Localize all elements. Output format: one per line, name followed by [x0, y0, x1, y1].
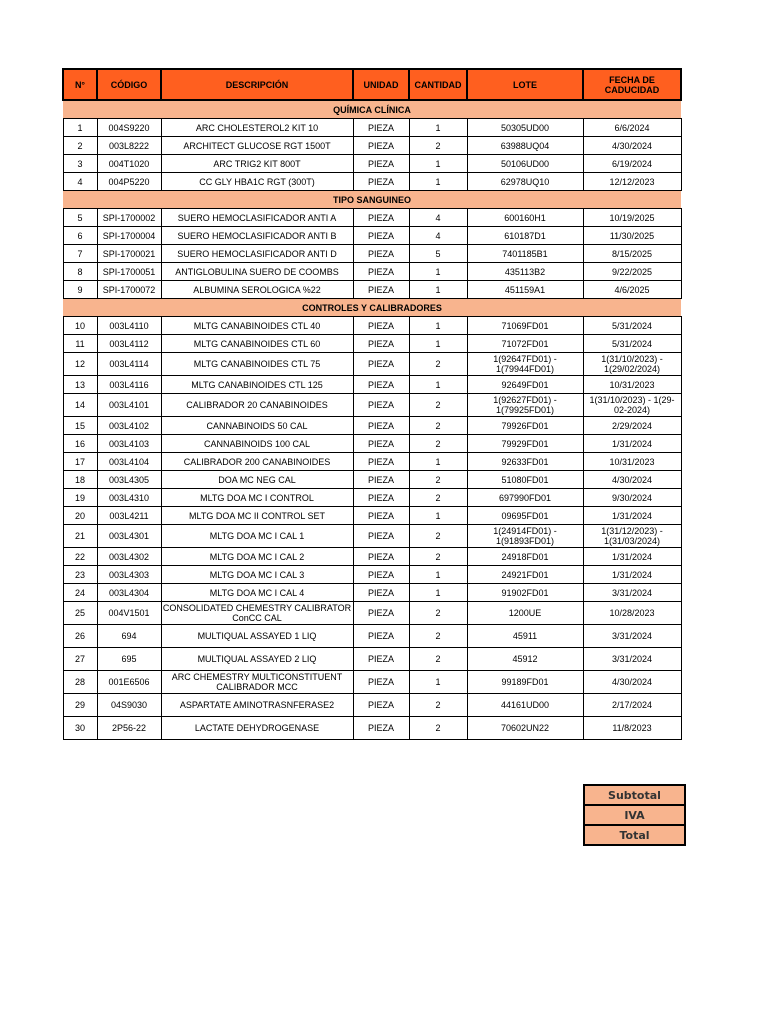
- cell-descripcion: ARC TRIG2 KIT 800T: [161, 155, 353, 173]
- cell-codigo: 003L4304: [97, 584, 161, 602]
- cell-fecha: 10/28/2023: [583, 602, 681, 625]
- cell-unidad: PIEZA: [353, 137, 409, 155]
- cell-unidad: PIEZA: [353, 119, 409, 137]
- cell-lote: 451159A1: [467, 281, 583, 299]
- table-row: [63, 584, 681, 602]
- cell-no: 29: [63, 694, 97, 717]
- cell-no: 23: [63, 566, 97, 584]
- cell-lote: 70602UN22: [467, 717, 583, 740]
- cell-fecha: 2/29/2024: [583, 417, 681, 435]
- cell-lote: 79929FD01: [467, 435, 583, 453]
- cell-descripcion: MLTG DOA MC I CONTROL: [161, 489, 353, 507]
- cell-codigo: 04S9030: [97, 694, 161, 717]
- cell-cantidad: 2: [409, 353, 467, 376]
- cell-fecha: 6/6/2024: [583, 119, 681, 137]
- cell-lote: 51080FD01: [467, 471, 583, 489]
- cell-cantidad: 1: [409, 671, 467, 694]
- cell-lote: 63988UQ04: [467, 137, 583, 155]
- cell-unidad: PIEZA: [353, 435, 409, 453]
- cell-unidad: PIEZA: [353, 394, 409, 417]
- cell-unidad: PIEZA: [353, 227, 409, 245]
- cell-codigo: 2P56-22: [97, 717, 161, 740]
- cell-lote: 44161UD00: [467, 694, 583, 717]
- cell-codigo: SPI-1700072: [97, 281, 161, 299]
- cell-codigo: 003L4103: [97, 435, 161, 453]
- cell-unidad: PIEZA: [353, 625, 409, 648]
- table-row: [63, 525, 681, 548]
- cell-unidad: PIEZA: [353, 694, 409, 717]
- cell-lote: 1200UE: [467, 602, 583, 625]
- cell-no: 28: [63, 671, 97, 694]
- cell-no: 17: [63, 453, 97, 471]
- table-row: [63, 625, 681, 648]
- cell-descripcion: MLTG CANABINOIDES CTL 60: [161, 335, 353, 353]
- table-row: [63, 119, 681, 137]
- cell-unidad: PIEZA: [353, 525, 409, 548]
- cell-codigo: SPI-1700002: [97, 209, 161, 227]
- cell-cantidad: 2: [409, 694, 467, 717]
- cell-descripcion: MLTG DOA MC I CAL 4: [161, 584, 353, 602]
- cell-unidad: PIEZA: [353, 335, 409, 353]
- cell-fecha: 1(31/10/2023) - 1(29-02-2024): [583, 394, 681, 417]
- cell-fecha: 4/6/2025: [583, 281, 681, 299]
- cell-cantidad: 2: [409, 648, 467, 671]
- table-row: [63, 435, 681, 453]
- cell-cantidad: 1: [409, 173, 467, 191]
- cell-unidad: PIEZA: [353, 566, 409, 584]
- cell-descripcion: LACTATE DEHYDROGENASE: [161, 717, 353, 740]
- cell-descripcion: MLTG DOA MC I CAL 1: [161, 525, 353, 548]
- cell-fecha: 11/8/2023: [583, 717, 681, 740]
- cell-lote: 62978UQ10: [467, 173, 583, 191]
- cell-cantidad: 1: [409, 507, 467, 525]
- cell-no: 3: [63, 155, 97, 173]
- cell-no: 8: [63, 263, 97, 281]
- cell-cantidad: 2: [409, 417, 467, 435]
- cell-descripcion: CONSOLIDATED CHEMESTRY CALIBRATOR ConCC CAL: [162, 603, 352, 623]
- cell-cantidad: 5: [409, 245, 467, 263]
- cell-descripcion: ARC CHEMESTRY MULTICONSTITUENT CALIBRADOR MCC: [161, 671, 353, 694]
- cell-descripcion: MLTG DOA MC II CONTROL SET: [161, 507, 353, 525]
- cell-codigo: 004V1501: [97, 602, 161, 625]
- cell-no: 2: [63, 137, 97, 155]
- cell-unidad: PIEZA: [353, 417, 409, 435]
- cell-cantidad: 2: [409, 548, 467, 566]
- cell-unidad: PIEZA: [353, 317, 409, 335]
- cell-cantidad: 2: [409, 489, 467, 507]
- cell-descripcion: CALIBRADOR 20 CANABINOIDES: [161, 394, 353, 417]
- cell-lote: 24921FD01: [467, 566, 583, 584]
- table-row: [63, 173, 681, 191]
- cell-cantidad: 2: [409, 137, 467, 155]
- cell-lote: 45911: [467, 625, 583, 648]
- table-row: [63, 694, 681, 717]
- cell-codigo: 003L4104: [97, 453, 161, 471]
- cell-codigo: 003L4211: [97, 507, 161, 525]
- cell-lote: 1(24914FD01) - 1(91893FD01): [467, 525, 583, 548]
- cell-fecha: 1/31/2024: [583, 566, 681, 584]
- cell-unidad: PIEZA: [353, 489, 409, 507]
- cell-codigo: 003L4102: [97, 417, 161, 435]
- cell-cantidad: 1: [409, 584, 467, 602]
- table-row: [63, 566, 681, 584]
- cell-lote: 1(92627FD01) - 1(79925FD01): [467, 394, 583, 417]
- cell-fecha: 1/31/2024: [583, 435, 681, 453]
- cell-fecha: 1/31/2024: [583, 548, 681, 566]
- cell-descripcion: CANNABINOIDS 100 CAL: [161, 435, 353, 453]
- section-row: [63, 299, 681, 317]
- cell-no: 5: [63, 209, 97, 227]
- cell-codigo: 003L4302: [97, 548, 161, 566]
- cell-cantidad: 4: [409, 227, 467, 245]
- header-cantidad: CANTIDAD: [409, 69, 467, 100]
- cell-unidad: PIEZA: [353, 507, 409, 525]
- cell-no: 20: [63, 507, 97, 525]
- cell-cantidad: 2: [409, 625, 467, 648]
- cell-descripcion: MLTG CANABINOIDES CTL 75: [161, 353, 353, 376]
- table-row: [63, 335, 681, 353]
- cell-no: 14: [63, 394, 97, 417]
- header-unidad: UNIDAD: [353, 69, 409, 100]
- cell-no: 13: [63, 376, 97, 394]
- cell-codigo: 003L4305: [97, 471, 161, 489]
- header-row: [63, 69, 681, 100]
- cell-descripcion: SUERO HEMOCLASIFICADOR ANTI A: [161, 209, 353, 227]
- cell-fecha: 1/31/2024: [583, 507, 681, 525]
- cell-descripcion: CANNABINOIDS 50 CAL: [161, 417, 353, 435]
- cell-descripcion: MLTG DOA MC I CAL 2: [161, 548, 353, 566]
- cell-lote: 435113B2: [467, 263, 583, 281]
- cell-no: 25: [63, 602, 97, 625]
- cell-unidad: PIEZA: [353, 471, 409, 489]
- cell-fecha: 1(31/10/2023) - 1(29/02/2024): [583, 353, 681, 376]
- cell-fecha: 12/12/2023: [583, 173, 681, 191]
- cell-cantidad: 1: [409, 119, 467, 137]
- table-row: [63, 155, 681, 173]
- table-row: [63, 648, 681, 671]
- cell-codigo: 001E6506: [97, 671, 161, 694]
- cell-fecha: 3/31/2024: [583, 625, 681, 648]
- cell-lote: 697990FD01: [467, 489, 583, 507]
- cell-cantidad: 1: [409, 155, 467, 173]
- cell-codigo: 003L4116: [97, 376, 161, 394]
- cell-descripcion: DOA MC NEG CAL: [161, 471, 353, 489]
- cell-no: 12: [63, 353, 97, 376]
- cell-lote: 600160H1: [467, 209, 583, 227]
- cell-cantidad: 1: [409, 453, 467, 471]
- table-row: [63, 394, 681, 417]
- cell-unidad: PIEZA: [353, 281, 409, 299]
- table-row: [63, 671, 681, 694]
- cell-no: 15: [63, 417, 97, 435]
- cell-fecha: 3/31/2024: [583, 648, 681, 671]
- cell-cantidad: 1: [409, 263, 467, 281]
- cell-lote: 79926FD01: [467, 417, 583, 435]
- cell-unidad: PIEZA: [353, 376, 409, 394]
- cell-codigo: 695: [97, 648, 161, 671]
- table-row: [63, 717, 681, 740]
- cell-cantidad: 4: [409, 209, 467, 227]
- cell-no: 9: [63, 281, 97, 299]
- cell-descripcion: ALBUMINA SEROLOGICA %22: [161, 281, 353, 299]
- cell-fecha: 10/31/2023: [583, 376, 681, 394]
- cell-descripcion: MLTG DOA MC I CAL 3: [161, 566, 353, 584]
- header-fecha: FECHA DE CADUCIDAD: [583, 69, 681, 100]
- cell-fecha: 10/31/2023: [583, 453, 681, 471]
- cell-fecha: 5/31/2024: [583, 317, 681, 335]
- cell-fecha: 8/15/2025: [583, 245, 681, 263]
- cell-descripcion: SUERO HEMOCLASIFICADOR ANTI D: [161, 245, 353, 263]
- header-no: N°: [63, 69, 97, 100]
- cell-codigo: SPI-1700021: [97, 245, 161, 263]
- cell-unidad: PIEZA: [353, 353, 409, 376]
- cell-codigo: 003L4310: [97, 489, 161, 507]
- cell-cantidad: 1: [409, 317, 467, 335]
- cell-codigo: 694: [97, 625, 161, 648]
- cell-fecha: 9/30/2024: [583, 489, 681, 507]
- cell-fecha: 5/31/2024: [583, 335, 681, 353]
- cell-unidad: PIEZA: [353, 209, 409, 227]
- table-row: [63, 263, 681, 281]
- cell-codigo: SPI-1700051: [97, 263, 161, 281]
- table-row: [63, 376, 681, 394]
- cell-descripcion: MLTG CANABINOIDES CTL 40: [161, 317, 353, 335]
- cell-codigo: 003L8222: [97, 137, 161, 155]
- cell-fecha: 3/31/2024: [583, 584, 681, 602]
- cell-unidad: PIEZA: [353, 263, 409, 281]
- cell-lote: 50106UD00: [467, 155, 583, 173]
- cell-cantidad: 1: [409, 566, 467, 584]
- cell-codigo: 003L4303: [97, 566, 161, 584]
- header-codigo: CÓDIGO: [97, 69, 161, 100]
- cell-unidad: PIEZA: [353, 648, 409, 671]
- cell-unidad: PIEZA: [353, 584, 409, 602]
- header-lote: LOTE: [467, 69, 583, 100]
- table-row: [63, 602, 681, 625]
- cell-cantidad: 2: [409, 471, 467, 489]
- cell-lote: 24918FD01: [467, 548, 583, 566]
- cell-no: 16: [63, 435, 97, 453]
- table-row: [63, 353, 681, 376]
- cell-no: 24: [63, 584, 97, 602]
- cell-fecha: 11/30/2025: [583, 227, 681, 245]
- cell-unidad: PIEZA: [353, 602, 409, 625]
- table-row: [63, 227, 681, 245]
- iva-label: IVA: [584, 805, 685, 825]
- cell-no: 4: [63, 173, 97, 191]
- cell-unidad: PIEZA: [353, 245, 409, 263]
- cell-no: 27: [63, 648, 97, 671]
- table-row: [63, 548, 681, 566]
- cell-codigo: 004P5220: [97, 173, 161, 191]
- cell-cantidad: 2: [409, 602, 467, 625]
- section-title: CONTROLES Y CALIBRADORES: [63, 299, 681, 317]
- cell-no: 19: [63, 489, 97, 507]
- cell-descripcion: SUERO HEMOCLASIFICADOR ANTI B: [161, 227, 353, 245]
- cell-lote: 1(92647FD01) - 1(79944FD01): [467, 353, 583, 376]
- cell-codigo: 003L4101: [97, 394, 161, 417]
- cell-no: 26: [63, 625, 97, 648]
- cell-fecha: 2/17/2024: [583, 694, 681, 717]
- cell-unidad: PIEZA: [353, 453, 409, 471]
- cell-no: 18: [63, 471, 97, 489]
- cell-descripcion: ASPARTATE AMINOTRASNFERASE2: [161, 694, 353, 717]
- table-row: [63, 471, 681, 489]
- cell-cantidad: 1: [409, 281, 467, 299]
- cell-lote: 45912: [467, 648, 583, 671]
- cell-lote: 92649FD01: [467, 376, 583, 394]
- cell-cantidad: 1: [409, 335, 467, 353]
- cell-lote: 71069FD01: [467, 317, 583, 335]
- cell-unidad: PIEZA: [353, 717, 409, 740]
- cell-codigo: 003L4112: [97, 335, 161, 353]
- cell-codigo: 003L4114: [97, 353, 161, 376]
- table-row: [63, 453, 681, 471]
- cell-descripcion: ARC CHOLESTEROL2 KIT 10: [161, 119, 353, 137]
- cell-unidad: PIEZA: [353, 173, 409, 191]
- cell-codigo: SPI-1700004: [97, 227, 161, 245]
- cell-no: 22: [63, 548, 97, 566]
- cell-no: 1: [63, 119, 97, 137]
- table-row: [63, 317, 681, 335]
- table-row: [63, 417, 681, 435]
- table-row: [63, 489, 681, 507]
- cell-descripcion: MULTIQUAL ASSAYED 2 LIQ: [161, 648, 353, 671]
- cell-fecha: 1(31/12/2023) - 1(31/03/2024): [583, 525, 681, 548]
- cell-cantidad: 2: [409, 435, 467, 453]
- section-row: [63, 191, 681, 209]
- cell-no: 7: [63, 245, 97, 263]
- cell-codigo: 003L4110: [97, 317, 161, 335]
- cell-cantidad: 1: [409, 376, 467, 394]
- cell-unidad: PIEZA: [353, 548, 409, 566]
- cell-descripcion: CALIBRADOR 200 CANABINOIDES: [161, 453, 353, 471]
- inventory-table: [62, 68, 682, 740]
- cell-descripcion: MULTIQUAL ASSAYED 1 LIQ: [161, 625, 353, 648]
- cell-lote: 7401185B1: [467, 245, 583, 263]
- cell-descripcion: ARCHITECT GLUCOSE RGT 1500T: [161, 137, 353, 155]
- table-row: [63, 209, 681, 227]
- cell-lote: 92633FD01: [467, 453, 583, 471]
- cell-lote: 610187D1: [467, 227, 583, 245]
- section-row: [63, 100, 681, 119]
- cell-codigo: 003L4301: [97, 525, 161, 548]
- cell-fecha: 4/30/2024: [583, 471, 681, 489]
- totals-block: [583, 784, 686, 846]
- table-row: [63, 137, 681, 155]
- cell-lote: 99189FD01: [467, 671, 583, 694]
- table-row: [63, 245, 681, 263]
- cell-lote: 50305UD00: [467, 119, 583, 137]
- cell-fecha: 9/22/2025: [583, 263, 681, 281]
- cell-lote: 91902FD01: [467, 584, 583, 602]
- section-title: QUÍMICA CLÍNICA: [63, 100, 681, 119]
- cell-no: 11: [63, 335, 97, 353]
- cell-descripcion: ANTIGLOBULINA SUERO DE COOMBS: [161, 263, 353, 281]
- table-row: [63, 281, 681, 299]
- total-label: Total: [584, 825, 685, 845]
- cell-codigo: 004S9220: [97, 119, 161, 137]
- cell-fecha: 4/30/2024: [583, 671, 681, 694]
- cell-codigo: 004T1020: [97, 155, 161, 173]
- cell-cantidad: 2: [409, 394, 467, 417]
- cell-no: 10: [63, 317, 97, 335]
- cell-no: 21: [63, 525, 97, 548]
- cell-no: 6: [63, 227, 97, 245]
- cell-lote: 71072FD01: [467, 335, 583, 353]
- table-row: [63, 507, 681, 525]
- header-descripcion: DESCRIPCIÓN: [161, 69, 353, 100]
- table-body: [63, 100, 681, 740]
- cell-cantidad: 2: [409, 525, 467, 548]
- cell-no: 30: [63, 717, 97, 740]
- subtotal-label: Subtotal: [584, 785, 685, 805]
- cell-descripcion: CC GLY HBA1C RGT (300T): [161, 173, 353, 191]
- cell-descripcion: MLTG CANABINOIDES CTL 125: [161, 376, 353, 394]
- cell-fecha: 10/19/2025: [583, 209, 681, 227]
- cell-lote: 09695FD01: [467, 507, 583, 525]
- cell-fecha: 6/19/2024: [583, 155, 681, 173]
- section-title: TIPO SANGUINEO: [63, 191, 681, 209]
- cell-unidad: PIEZA: [353, 155, 409, 173]
- cell-fecha: 4/30/2024: [583, 137, 681, 155]
- cell-cantidad: 2: [409, 717, 467, 740]
- cell-unidad: PIEZA: [353, 671, 409, 694]
